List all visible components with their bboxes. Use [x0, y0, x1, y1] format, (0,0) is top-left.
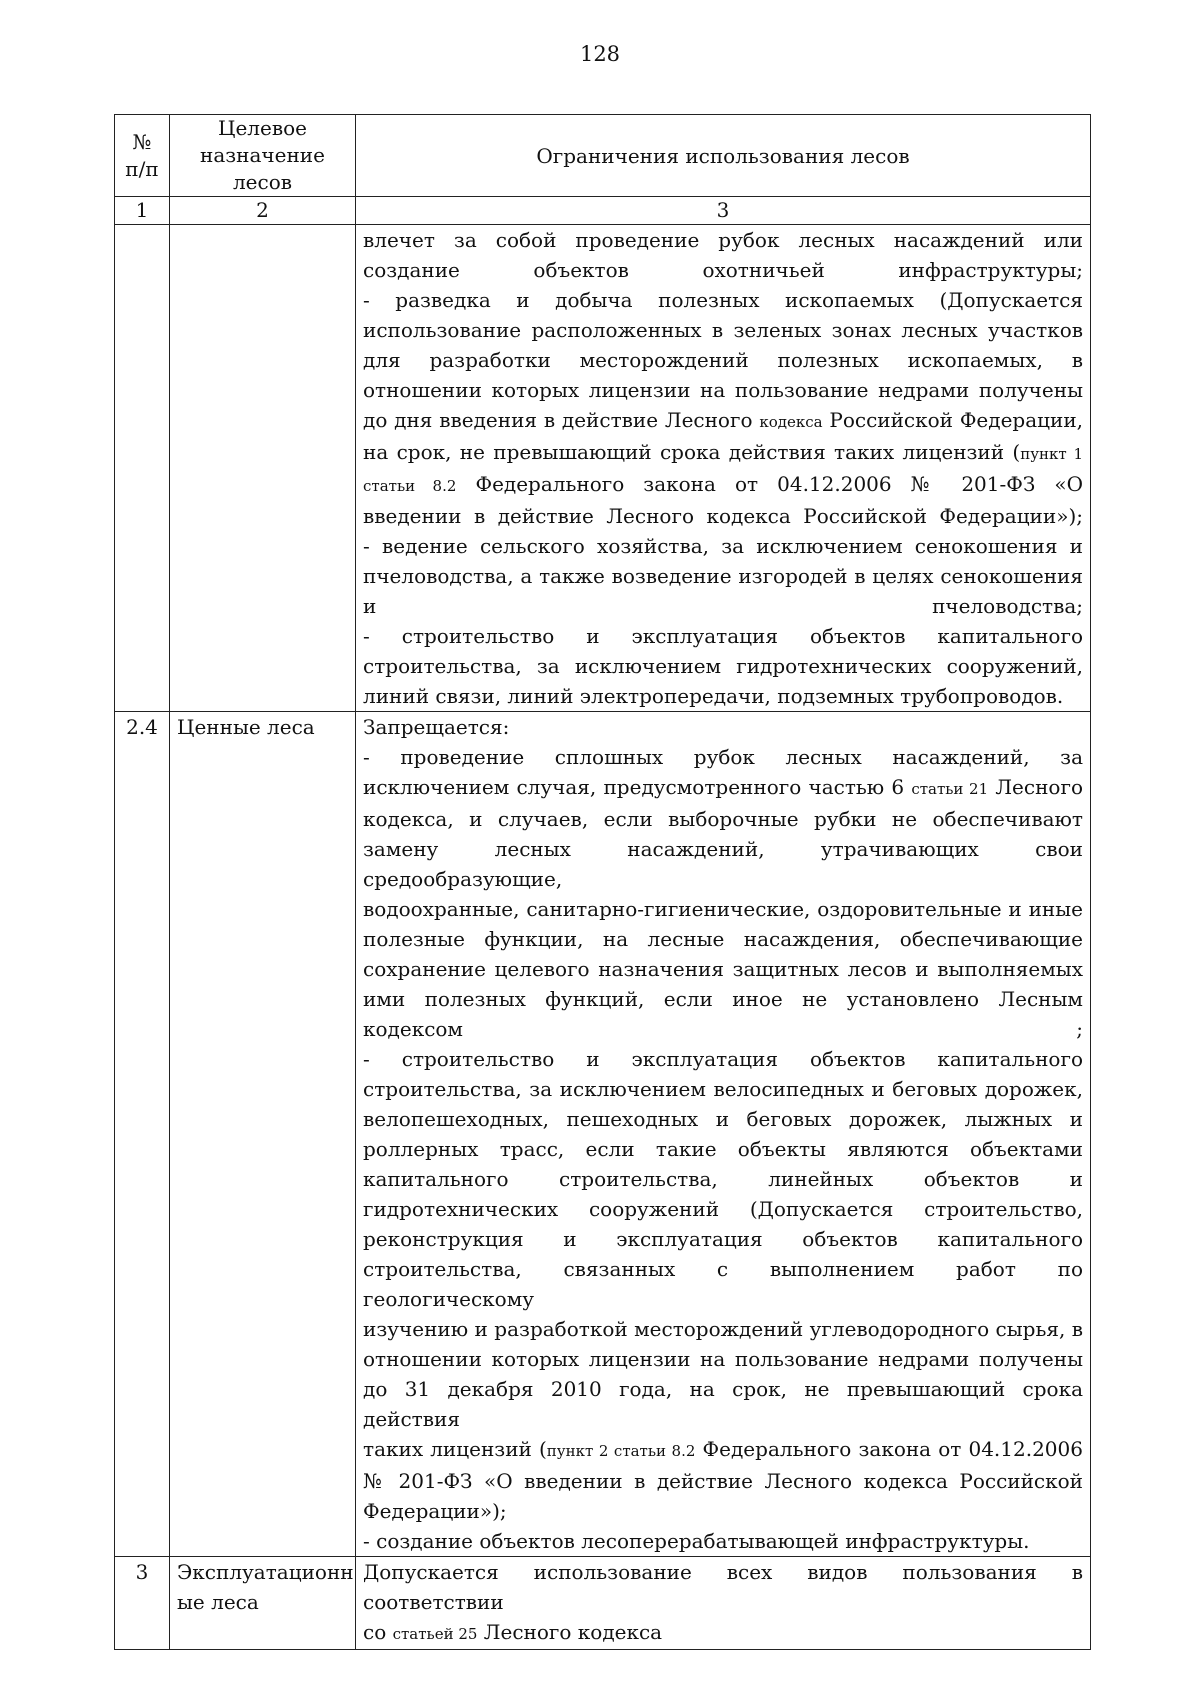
text-segment: - разведка и добыча полезных ископаемых (Допускается — [363, 288, 1083, 312]
restriction-text-line — [363, 984, 1083, 1014]
restriction-text-line — [363, 621, 1083, 651]
legal-reference: кодекса — [759, 413, 823, 431]
text-segment: роллерных трасс, если такие объекты являются объектами — [363, 1137, 1083, 1161]
restriction-text-line — [363, 1434, 1083, 1466]
text-segment: полезные функции, на лесные насаждения, обеспечивающие — [363, 927, 1083, 951]
text-segment: строительства, связанных с выполнением работ по геологическому — [363, 1257, 1083, 1311]
row-number-cell: 2.4 — [115, 712, 170, 1557]
restriction-text-line — [363, 834, 1083, 894]
restriction-text-line — [363, 1044, 1083, 1074]
text-segment: - строительство и эксплуатация объектов капитального — [363, 624, 1083, 648]
text-segment: Федерального закона от 04.12.2006 — [695, 1437, 1083, 1461]
restriction-text-line — [363, 1374, 1083, 1434]
column-number-2: 2 — [170, 197, 356, 225]
restriction-text-line — [363, 375, 1083, 405]
text-segment: капитального строительства, линейных объектов и — [363, 1167, 1083, 1191]
table-row — [115, 712, 1091, 1557]
legal-reference: статьи 8.2 — [363, 477, 457, 495]
forest-purpose-cell — [170, 1557, 356, 1650]
text-segment: реконструкция и эксплуатация объектов капитального — [363, 1227, 1083, 1251]
restriction-text-line — [363, 225, 1083, 255]
restriction-text-line — [363, 1164, 1083, 1194]
restriction-text-line — [363, 1466, 1083, 1496]
restriction-text-line — [363, 345, 1083, 375]
text-segment: замену лесных насаждений, утрачивающих свои средообразующие, — [363, 837, 1083, 891]
restriction-text-line — [363, 924, 1083, 954]
text-segment: Федерации»); — [363, 1499, 507, 1523]
text-segment: кодексом ; — [363, 1017, 1083, 1041]
restrictions-cell — [356, 712, 1091, 1557]
forest-purpose-line: Ценные леса — [177, 715, 315, 739]
restriction-text-line — [363, 1104, 1083, 1134]
restriction-text-line — [363, 742, 1083, 772]
page-number: 128 — [579, 42, 621, 66]
restrictions-cell — [356, 1557, 1091, 1650]
text-segment: сохранение целевого назначения защитных лесов и выполняемых — [363, 957, 1083, 981]
text-segment: водоохранные, санитарно-гигиенические, оздоровительные и иные — [363, 897, 1083, 921]
forest-purpose-cell — [170, 712, 356, 1557]
text-segment: пчеловодства, а также возведение изгородей в целях сенокошения — [363, 564, 1083, 588]
text-segment: создание объектов охотничьей инфраструктуры; — [363, 258, 1083, 282]
header-purpose-line-1: Целевое — [218, 116, 307, 140]
header-number-line-2: п/п — [125, 156, 159, 181]
table-body — [115, 225, 1091, 1650]
restriction-text-line — [363, 469, 1083, 501]
restriction-text-line — [363, 1194, 1083, 1224]
text-segment: Лесного — [988, 775, 1083, 799]
table-header-row — [115, 115, 1091, 197]
text-segment: таких лицензий ( — [363, 1437, 547, 1461]
restriction-text-line — [363, 501, 1083, 531]
restriction-text-line — [363, 1224, 1083, 1254]
text-segment: изучению и разработкой месторождений углеводородного сырья, в — [363, 1317, 1083, 1341]
restriction-text-line — [363, 1617, 1083, 1649]
legal-reference: статьей 25 — [392, 1625, 478, 1643]
text-segment: линий связи, линий электропередачи, подземных трубопроводов. — [363, 684, 1064, 708]
restriction-text-line — [363, 437, 1083, 469]
legal-reference: статьи 21 — [911, 780, 989, 798]
header-cell-purpose — [170, 115, 356, 197]
restriction-text-line — [363, 651, 1083, 681]
restriction-text-line — [363, 531, 1083, 561]
restriction-text-line — [363, 1526, 1083, 1556]
restriction-text-line — [363, 954, 1083, 984]
text-segment: ими полезных функций, если иное не установлено Лесным — [363, 987, 1083, 1011]
row-number-cell — [115, 225, 170, 712]
restriction-text-line — [363, 255, 1083, 285]
table-row — [115, 1557, 1091, 1650]
legal-reference: пункт 2 статьи 8.2 — [546, 1442, 696, 1460]
header-number-line-1: № — [132, 129, 152, 154]
text-segment: со — [363, 1620, 393, 1644]
forest-purpose-cell — [170, 225, 356, 712]
text-segment: гидротехнических сооружений (Допускается строительство, — [363, 1197, 1083, 1221]
restriction-text-line — [363, 561, 1083, 591]
restriction-text-line — [363, 591, 1083, 621]
table-row — [115, 225, 1091, 712]
column-numbers-row — [115, 197, 1091, 225]
text-segment: - строительство и эксплуатация объектов капитального — [363, 1047, 1083, 1071]
text-segment: отношении которых лицензии на пользование недрами получены — [363, 1347, 1083, 1371]
text-segment: Российской Федерации, — [822, 408, 1084, 432]
text-segment: исключением случая, предусмотренного частью 6 — [363, 775, 912, 799]
text-segment: - проведение сплошных рубок лесных насаждений, за — [363, 745, 1083, 769]
text-segment: использование расположенных в зеленых зонах лесных участков — [363, 318, 1083, 342]
restriction-text-line — [363, 1314, 1083, 1344]
restriction-text-line — [363, 1254, 1083, 1314]
text-segment: влечет за собой проведение рубок лесных насаждений или — [363, 228, 1083, 252]
text-segment: до 31 декабря 2010 года, на срок, не превышающий срока действия — [363, 1377, 1083, 1431]
restriction-text-line — [363, 1014, 1083, 1044]
column-number-3: 3 — [356, 197, 1091, 225]
restriction-text-line — [363, 285, 1083, 315]
restriction-text-line — [363, 804, 1083, 834]
restriction-text-line — [363, 1557, 1083, 1617]
text-segment: строительства, за исключением гидротехнических сооружений, — [363, 654, 1083, 678]
legal-reference: пункт 1 — [1020, 445, 1083, 463]
restriction-text-line — [363, 894, 1083, 924]
restriction-text-line — [363, 1496, 1083, 1526]
restriction-text-line — [363, 772, 1083, 804]
restriction-text-line — [363, 405, 1083, 437]
text-segment: до дня введения в действие Лесного — [363, 408, 760, 432]
restriction-text-line — [363, 1134, 1083, 1164]
text-segment: строительства, за исключением велосипедных и беговых дорожек, — [363, 1077, 1083, 1101]
restriction-text-line — [363, 315, 1083, 345]
restriction-text-line — [363, 712, 1083, 742]
text-segment: № 201-ФЗ «О введении в действие Лесного кодекса Российской — [363, 1469, 1083, 1493]
text-segment: введении в действие Лесного кодекса Российской Федерации»); — [363, 504, 1083, 528]
header-cell-restrictions: Ограничения использования лесов — [356, 115, 1091, 197]
forest-purpose-line: Эксплуатационн — [177, 1560, 354, 1584]
text-segment: и пчеловодства; — [363, 594, 1083, 618]
text-segment: на срок, не превышающий срока действия таких лицензий ( — [363, 440, 1021, 464]
text-segment: отношении которых лицензии на пользование недрами получены — [363, 378, 1083, 402]
text-segment: Запрещается: — [363, 715, 510, 739]
forest-restrictions-table — [114, 114, 1091, 1650]
forest-purpose-line: ые леса — [177, 1590, 259, 1614]
restriction-text-line — [363, 1074, 1083, 1104]
column-number-1: 1 — [115, 197, 170, 225]
header-cell-number — [115, 115, 170, 197]
row-number-cell: 3 — [115, 1557, 170, 1650]
text-segment: для разработки месторождений полезных ископаемых, в — [363, 348, 1083, 372]
text-segment: - создание объектов лесоперерабатывающей инфраструктуры. — [363, 1529, 1030, 1553]
text-segment: кодекса, и случаев, если выборочные рубки не обеспечивают — [363, 807, 1083, 831]
text-segment: Лесного кодекса — [477, 1620, 663, 1644]
text-segment: Допускается использование всех видов пользования в соответствии — [363, 1560, 1083, 1614]
text-segment: велопешеходных, пешеходных и беговых дорожек, лыжных и — [363, 1107, 1083, 1131]
text-segment: Федерального закона от 04.12.2006 № 201-ФЗ «О — [456, 472, 1083, 496]
restrictions-cell — [356, 225, 1091, 712]
header-purpose-line-2: назначение лесов — [200, 143, 325, 194]
text-segment: - ведение сельского хозяйства, за исключением сенокошения и — [363, 534, 1083, 558]
restriction-text-line — [363, 681, 1083, 711]
restriction-text-line — [363, 1344, 1083, 1374]
